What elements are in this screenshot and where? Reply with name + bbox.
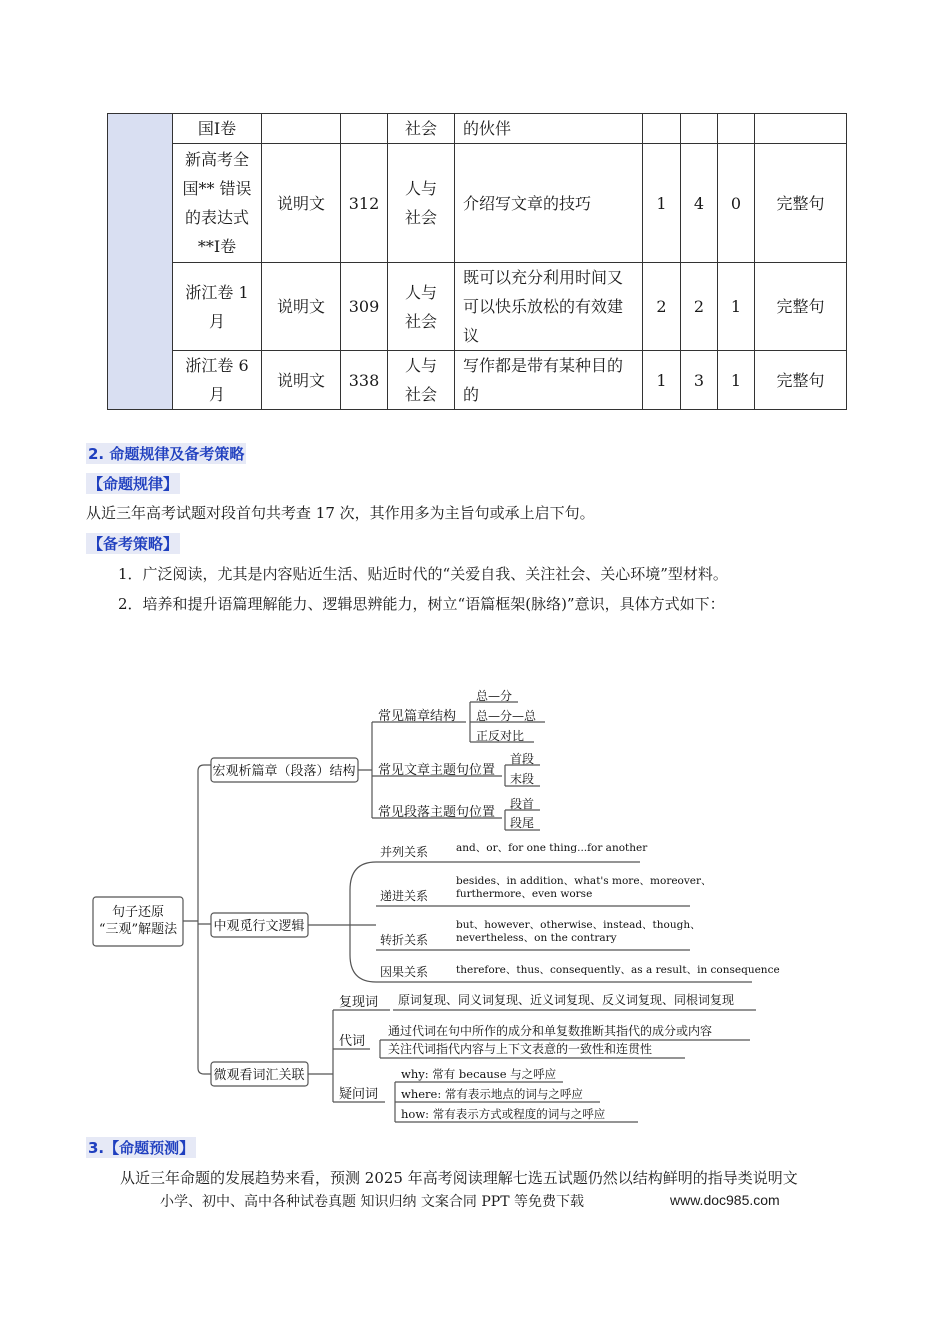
cell-topic-line: 可以快乐放松的有效建 [463,297,624,316]
cell-topic-line: 介绍写文章的技巧 [463,193,592,213]
structure-item-3: 正反对比 [476,729,525,743]
pronoun-item-2: 关注代词指代内容与上下文表意的一致性和连贯性 [388,1042,653,1056]
cell-c1: 2 [643,263,681,351]
cause-effect-label: 因果关系 [380,965,429,979]
mindmap-root-line-1: 句子还原 [111,905,165,920]
macro-group-1-label: 常见篇章结构 [378,709,457,724]
question-item-how: how: 常有表示方式或程度的词与之呼应 [401,1107,606,1121]
cell-c2: 2 [681,263,718,351]
question-item-why: why: 常有 because 与之呼应 [401,1067,557,1081]
cell-paper-line: 新高考全 [184,150,249,169]
mindmap-trunk [183,765,211,1074]
pronoun-label: 代词 [339,1034,366,1049]
cell-paper-line: **Ⅰ卷 [197,237,237,256]
strategy-heading: 【备考策略】 [88,535,179,553]
cell-genre: 说明文 [262,263,341,351]
cell-type: 完整句 [755,351,847,410]
cell-paper-line: 的表达式 [184,208,249,227]
rule-heading: 【命题规律】 [88,475,179,493]
paragraph-position-2: 段尾 [510,816,535,830]
cell-theme-line: 人与 [404,356,437,375]
footer-url[interactable]: www.doc985.com [670,1192,780,1208]
macro-label: 宏观析篇章（段落）结构 [212,764,356,779]
recurrence-label: 复现词 [339,995,379,1010]
cell-theme-line: 社会 [404,385,437,404]
question-item-where: where: 常有表示地点的词与之呼应 [401,1087,583,1101]
cell-c3: 0 [718,144,755,263]
parallel-label: 并列关系 [380,845,429,859]
cell-topic-line: 议 [463,326,480,345]
progressive-label: 递进关系 [380,889,429,903]
cell-theme-line: 社会 [404,208,437,227]
structure-item-1: 总—分 [476,689,513,703]
recurrence-text: 原词复现、同义词复现、近义词复现、反义词复现、同根词复现 [398,993,735,1007]
pronoun-item-1: 通过代词在句中所作的成分和单复数推断其指代的成分或内容 [388,1024,713,1038]
cell-c1: 1 [643,351,681,410]
cell-theme-line: 社会 [404,119,437,138]
question-word-label: 疑问词 [339,1087,379,1102]
cell-paper-line: 国** 错误 [182,179,252,198]
cell-genre: 说明文 [262,351,341,410]
cell-type: 完整句 [755,144,847,263]
mindmap-root-line-2: “三观”解题法 [98,922,178,937]
cell-words: 338 [341,351,388,410]
macro-connector [358,722,372,818]
meso-label: 中观觅行文逻辑 [213,919,305,934]
article-position-2: 末段 [510,772,535,786]
strategy-item-2: 2．培养和提升语篇理解能力、逻辑思辨能力，树立“语篇框架(脉络)”意识，具体方式如下： [118,595,725,613]
meso-bracket [350,862,376,982]
contrast-words-1: but、however、otherwise、instead、though、 [456,919,701,931]
cell-topic-line: 的 [463,385,480,404]
macro-group-2-label: 常见文章主题句位置 [378,763,496,778]
cell-topic-line: 既可以充分利用时间又 [463,268,624,287]
cell-c3: 1 [718,263,755,351]
contrast-words-2: nevertheless、on the contrary [456,932,617,944]
progressive-words-1: besides、in addition、what's more、moreover、 [456,875,712,887]
section-3-text: 从近三年命题的发展趋势来看，预测 2025 年高考阅读理解七选五试题仍然以结构鲜明的指导类说明文 [120,1169,798,1187]
section-2-title: 2. 命题规律及备考策略 [88,445,245,463]
cell-c1: 1 [643,144,681,263]
macro-group-3-label: 常见段落主题句位置 [378,805,496,820]
section-3-title: 3.【命题预测】 [88,1139,195,1157]
contrast-label: 转折关系 [380,933,429,947]
cell-paper-line: 浙江卷 1 [185,282,249,302]
cell-c2: 4 [681,144,718,263]
cell-paper-line: 浙江卷 6 [185,356,249,375]
cause-effect-words: therefore、thus、consequently、as a result、in consequence [456,964,780,976]
cell-theme-line: 社会 [404,311,437,331]
progressive-words-2: furthermore、even worse [456,888,593,900]
micro-connector [308,1010,333,1102]
parallel-words: and、or、for one thing...for another [456,842,648,854]
cell-c2: 3 [681,351,718,410]
cell-c3: 1 [718,351,755,410]
cell-paper-line: 月 [208,311,225,331]
cell-topic-line: 写作都是带有某种目的 [463,356,624,375]
cell-topic-line: 的伙伴 [463,119,512,138]
cell-type: 完整句 [755,263,847,351]
cell-paper-line: 国Ⅰ卷 [197,119,237,138]
footer-text: 小学、初中、高中各种试卷真题 知识归纳 文案合同 PPT 等免费下载 [160,1194,584,1210]
rule-text: 从近三年高考试题对段首句共考查 17 次，其作用多为主旨句或承上启下句。 [86,504,595,522]
cell-words: 312 [341,144,388,263]
paragraph-position-1: 段首 [510,797,535,811]
cell-genre: 说明文 [262,144,341,263]
structure-item-2: 总—分—总 [476,709,537,723]
strategy-item-1: 1．广泛阅读，尤其是内容贴近生活、贴近时代的“关爱自我、关注社会、关心环境”型材料。 [118,565,728,583]
cell-theme-line: 人与 [404,179,437,198]
cell-theme-line: 人与 [404,282,437,302]
cell-paper-line: 月 [208,385,225,404]
micro-label: 微观看词汇关联 [213,1068,305,1083]
cell-words: 309 [341,263,388,351]
article-position-1: 首段 [510,752,535,766]
